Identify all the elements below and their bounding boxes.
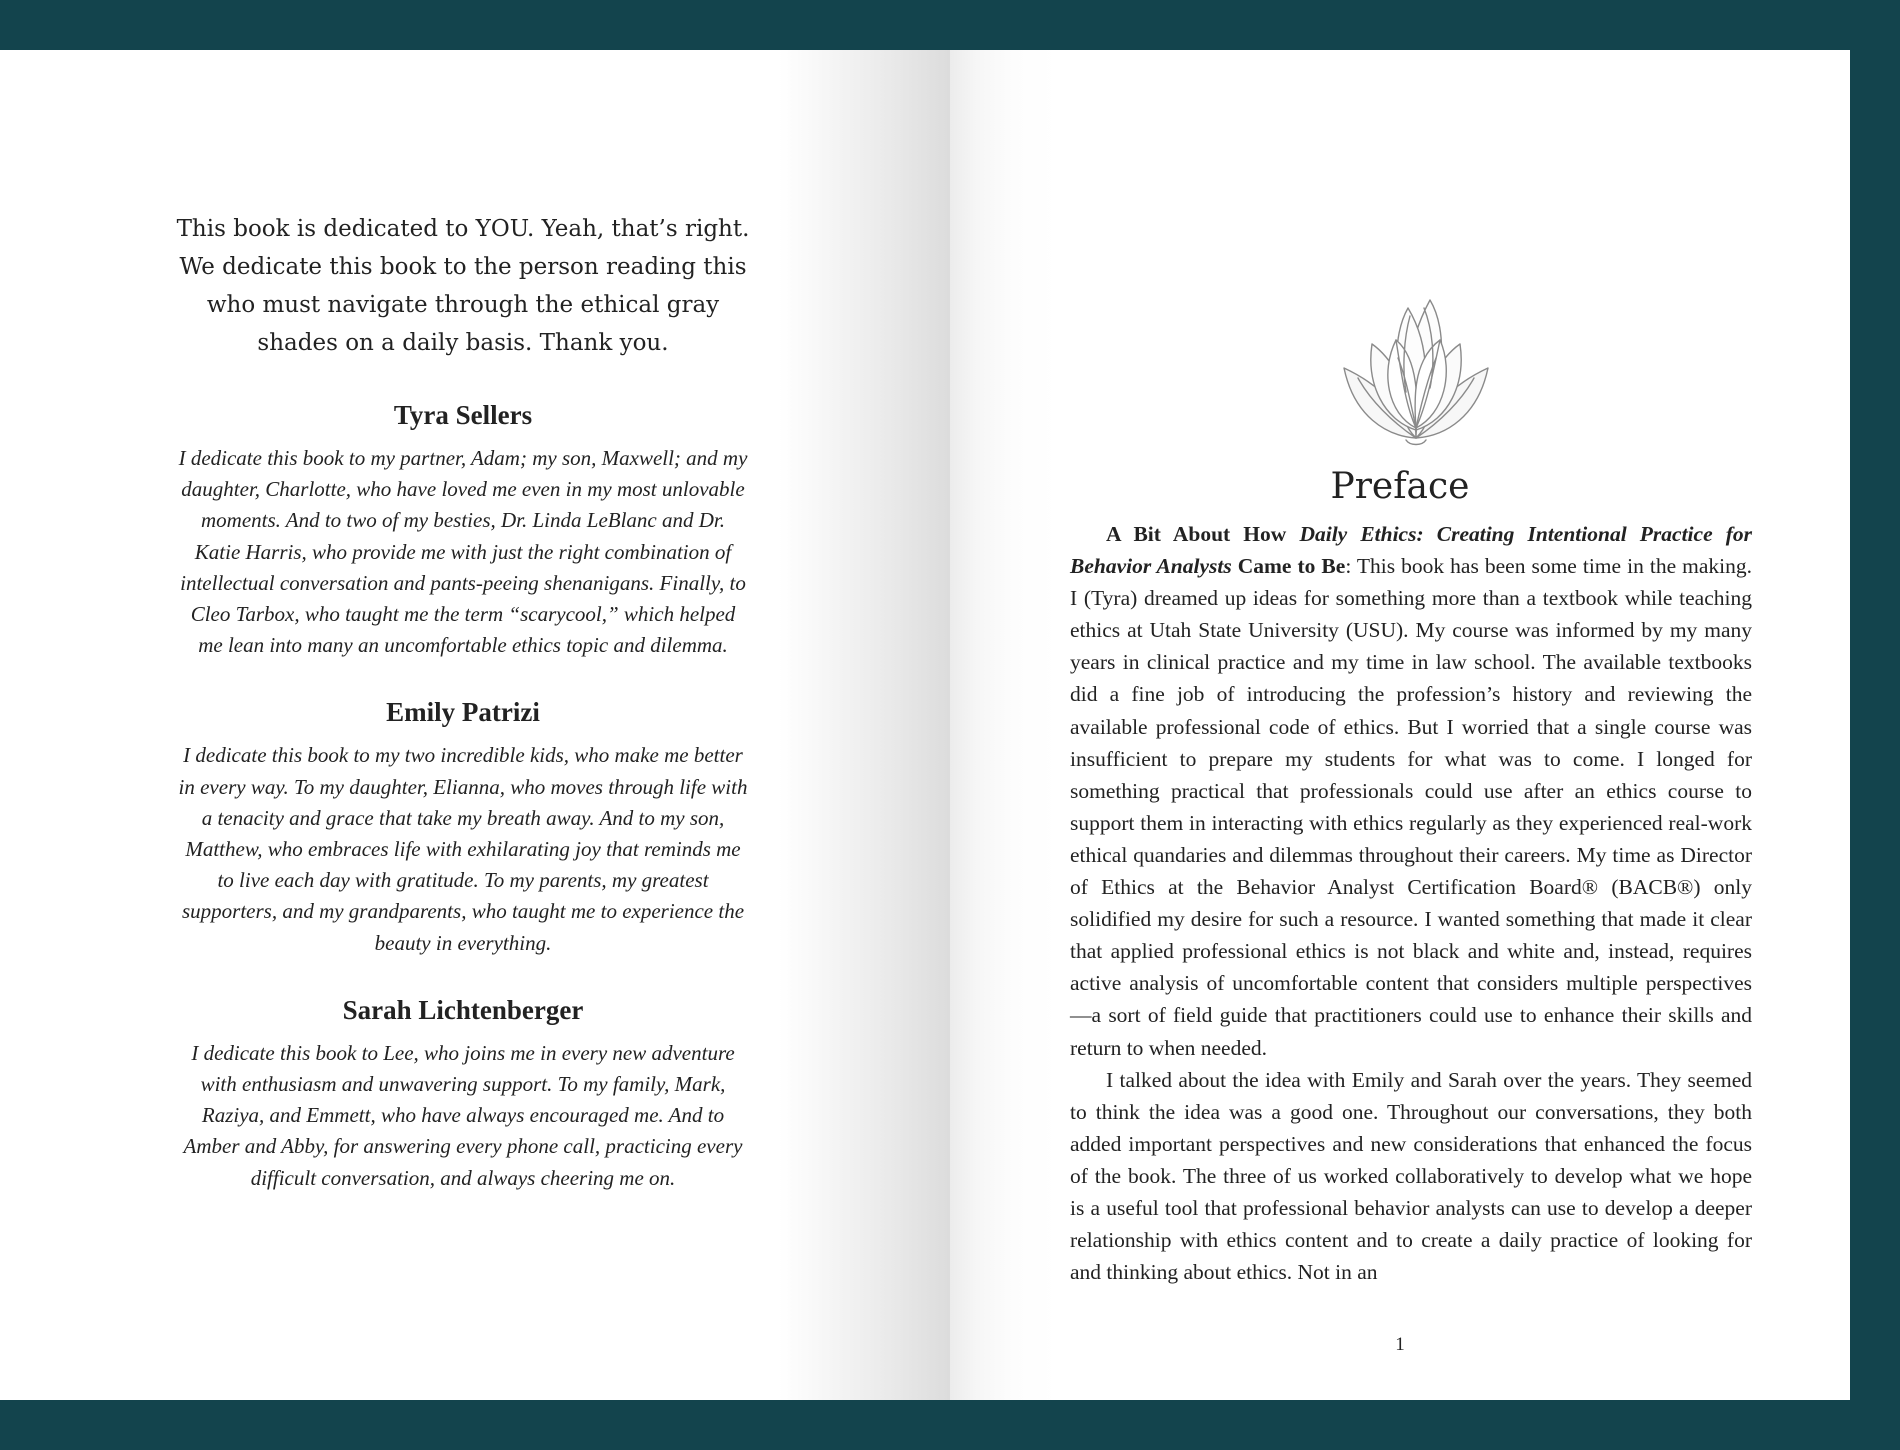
preface-paragraph-1 xyxy=(1070,518,1752,1064)
dedicator-text: I dedicate this book to my two incredible kids, who make me better in every way. To my daughter, Elianna, who moves through life with a tenacity and grace that take my breath away. And to my son, Matthew, who embraces life with exhilarating joy that reminds me to live each day with gratitude. To my parents, my greatest supporters, and my grandparents, who taught me to experience the beauty in everything. xyxy=(178,743,748,955)
dedication-section xyxy=(176,210,750,1230)
dedicator-name: Tyra Sellers xyxy=(393,400,533,430)
dedicator-block xyxy=(176,400,750,661)
lotus-flower-icon xyxy=(1336,288,1496,448)
lead-suffix: Came to Be xyxy=(1231,554,1346,579)
dedicator-name: Sarah Lichtenberger xyxy=(342,994,584,1025)
dedicator-text: I dedicate this book to my partner, Adam; my son, Maxwell; and my daughter, Charlotte, who have loved me even in my most unlovable moments. And to two of my besties, Dr. Linda LeBlanc and Dr. Katie Harris, who provide me with just the right combination of intellectual conversation and pants-peeing shenanigans. Finally, to Cleo Tarbox, who taught me the term “scarycool,” which helped me lean into many an uncomfortable ethics topic and dilemma. xyxy=(178,446,748,658)
lead-prefix: A Bit About How xyxy=(1106,522,1300,546)
dedication-intro: This book is dedicated to YOU. Yeah, that’s right. We dedicate this book to the person reading this who must navigate through the ethical gray shades on a daily basis. Thank you. xyxy=(176,216,750,356)
book-title: Daily Ethics: Creating Intentional Practice for Behavior Analysts xyxy=(1070,522,1753,579)
preface-title: Preface xyxy=(1330,466,1470,507)
page-number: 1 xyxy=(1395,1334,1405,1355)
dedicator-block xyxy=(176,995,750,1194)
preface-paragraph-2: I talked about the idea with Emily and Sarah over the years. They seemed to think the idea was a good one. Throughout our conversations, they both added important perspectives and new considerations that enhanced the focus of the book. The three of us worked collaboratively to develop what we hope is a useful tool that professional behavior analysts can use to develop a deeper relationship with ethics content and to create a daily practice of looking for and thinking about ethics. Not in an xyxy=(1070,1067,1752,1285)
dedicator-name: Emily Patrizi xyxy=(386,697,540,728)
right-page xyxy=(950,50,1850,1400)
left-page xyxy=(0,50,950,1400)
book-spread xyxy=(0,50,1850,1400)
dedicator-text: I dedicate this book to Lee, who joins me in every new adventure with enthusiasm and unwavering support. To my family, Mark, Raziya, and Emmett, who have always encouraged me. And to Amber and Abby, for answering every phone call, practicing every difficult conversation, and always cheering me on. xyxy=(183,1040,743,1190)
paragraph-1-text: : This book has been some time in the making. I (Tyra) dreamed up ideas for something more than a textbook while teaching ethics at Utah State University (USU). My course was informed by my many years in clinical practice and my time in law school. The available textbooks did a fine job of introducing the profession’s history and reviewing the available professional code of ethics. But I worried that a single course was insufficient to prepare my students for what was to come. I longed for something practical that professionals could use after an ethics course to support them in interacting with ethics regularly as they experienced real-work ethical quandaries and dilemmas throughout their careers. My time as Director of Ethics at the Behavior Analyst Certification Board® (BACB®) only solidified my desire for such a resource. I wanted something that made it clear that applied professional ethics is not black and white and, instead, requires active analysis of uncomfortable content that considers multiple perspectives—a sort of field guide that practitioners could use to enhance their skills and return to when needed. xyxy=(1070,554,1752,1060)
preface-body xyxy=(1070,518,1752,1288)
dedicator-block xyxy=(176,697,750,958)
